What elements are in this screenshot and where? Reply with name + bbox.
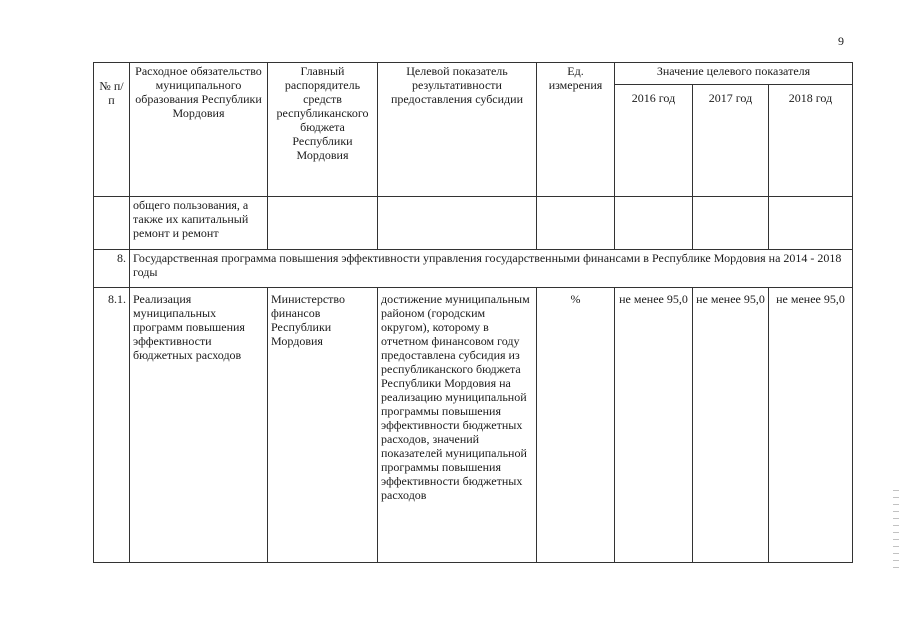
cell-empty — [769, 197, 853, 250]
header-target-group: Значение целевого показателя — [615, 63, 853, 85]
header-year-2017: 2017 год — [693, 85, 769, 197]
item-num: 8.1. — [94, 288, 130, 563]
item-unit: % — [537, 288, 615, 563]
item-value-2016: не менее 95,0 — [615, 288, 693, 563]
scan-artifact — [893, 490, 899, 570]
cell-empty — [537, 197, 615, 250]
program-num: 8. — [94, 250, 130, 288]
header-num: № п/п — [94, 63, 130, 197]
program-title: Государственная программа повышения эффективности управления государственными финансами в Республике Мордовия на 2014 - 2018 годы — [130, 250, 853, 288]
cell-empty — [268, 197, 378, 250]
item-expense: Реализация муниципальных программ повышения эффективности бюджетных расходов — [130, 288, 268, 563]
item-row — [94, 288, 853, 563]
continuation-expense: общего пользования, а также их капитальный ремонт и ремонт — [130, 197, 268, 250]
cell-empty — [94, 197, 130, 250]
header-unit: Ед. измерения — [537, 63, 615, 197]
continuation-row — [94, 197, 853, 250]
header-year-2016: 2016 год — [615, 85, 693, 197]
program-row — [94, 250, 853, 288]
item-manager: Министерство финансов Республики Мордовия — [268, 288, 378, 563]
header-indicator: Целевой показатель результативности предоставления субсидии — [378, 63, 537, 197]
header-expense: Расходное обязательство муниципального образования Республики Мордовия — [130, 63, 268, 197]
item-value-2017: не менее 95,0 — [693, 288, 769, 563]
page-number: 9 — [838, 34, 844, 48]
header-manager: Главный распорядитель средств республиканского бюджета Республики Мордовия — [268, 63, 378, 197]
item-value-2018: не менее 95,0 — [769, 288, 853, 563]
cell-empty — [615, 197, 693, 250]
header-row — [94, 63, 853, 85]
item-indicator: достижение муниципальным районом (городским округом), которому в отчетном финансовом году предоставлена субсидия из республиканского бюджета Республики Мордовия на реализацию муниципальной программы повышения эффективности бюджетных расходов, значений показателей муниципальной программы повышения эффективности бюджетных расходов — [378, 288, 537, 563]
cell-empty — [693, 197, 769, 250]
target-indicators-table — [93, 62, 853, 563]
cell-empty — [378, 197, 537, 250]
header-year-2018: 2018 год — [769, 85, 853, 197]
